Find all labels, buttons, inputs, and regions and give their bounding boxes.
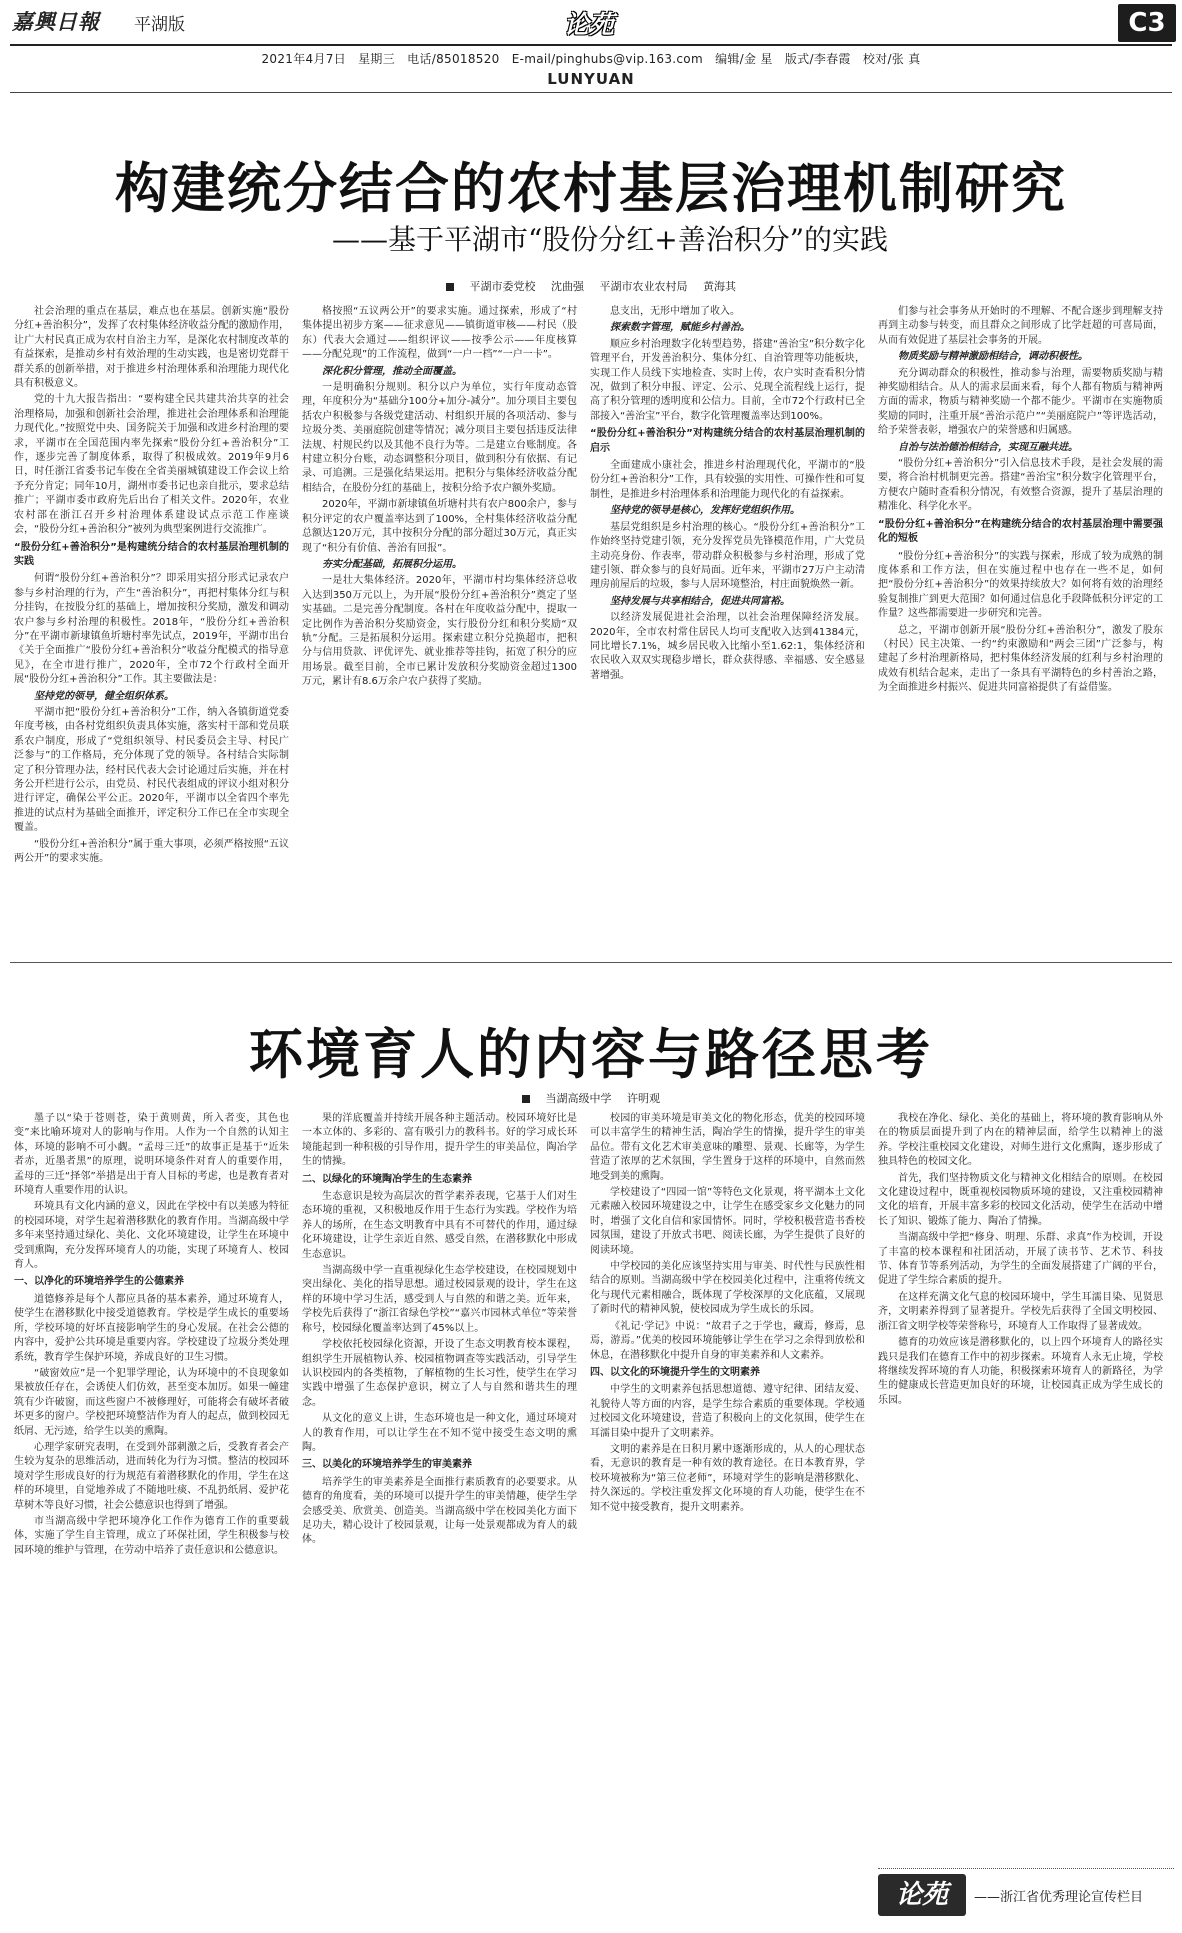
section-subhead: 一、以净化的环境培养学生的公德素养 [14,1276,184,1288]
article2-column-4 [878,1112,1163,1824]
article1-column-1 [14,305,289,955]
paragraph: 社会治理的重点在基层，难点也在基层。创新实施“股份分红+善治积分”，发挥了农村集体经济收益分配的激励作用，让广大村民真正成为农村自治主力军，是深化农村制度改革的有益探索，是推动乡村有效治理的生动实践，也是密切党群干群关系的创新举措，对于推进乡村治理体系和治理能力现代化具有积极意义。 [14,306,289,390]
paragraph: 平湖市把“股份分红+善治积分”工作，纳入各镇街道党委年度考核，由各村党组织负责具体实施，落实村干部和党员联系农户制度，形成了“党组织领导、村民委员会主导、村民广泛参与”的工作格局，充分体现了党的领导。各村结合实际制定了积分管理办法，经村民代表大会讨论通过后实施，并在村务公开栏进行公示，由党员、村民代表组成的评议小组对积分进行评定，确保公平公正。2020年，平湖市以全省四个率先推进的试点村为基础全面推开，评定积分工作已在全市实现全覆盖。 [14,706,289,834]
paragraph: 道德修养是每个人都应具备的基本素养，通过环境育人，使学生在潜移默化中接受道德教育。学校是学生成长的重要场所，学校环境的好坏直接影响学生的身心发展。在社会公德的内容中，爱护公共环境是重要内容。学校建设了垃圾分类处理系统，教育学生保护环境，养成良好的卫生习惯。 [14,1293,289,1363]
paragraph: “股份分红+善治积分”属于重大事项，必须严格按照“五议两公开”的要求实施。 [14,838,289,865]
editor-info: 编辑/金 星 [715,52,773,66]
byline-author-2: 黄海其 [703,280,736,293]
article1-byline [0,278,1182,294]
paragraph: 学校建设了“四园一馆”等特色文化景观，将平湖本土文化元素融入校园环境建设之中，让学生在感受家乡文化魅力的同时，增强了文化自信和家国情怀。同时，学校积极营造书香校园氛围，建设了开放式书吧、阅读长廊，为学生提供了良好的阅读环境。 [590,1187,865,1256]
paragraph: 我校在净化、绿化、美化的基础上，将环境的教育影响从外在的物质层面提升到了内在的精神层面，给学生以精神上的滋养。学校注重校园文化建设，对师生进行文化熏陶，逐步形成了独具特色的校园文化。 [878,1113,1163,1168]
article1-column-4 [878,305,1163,955]
paragraph: 息支出，无形中增加了收入。 [610,306,740,317]
column-footer-mark [878,1868,1174,1922]
paragraph: 《礼记·学记》中说：“故君子之于学也，藏焉，修焉，息焉，游焉。”优美的校园环境能够让学生在学习之余得到放松和休息，在潜移默化中提升自身的审美素养和人文素养。 [590,1320,865,1361]
section-subhead: 物质奖励与精神激励相结合，调动积极性。 [898,351,1088,363]
section-subhead: “股份分红+善治积分”对构建统分结合的农村基层治理机制的启示 [590,428,865,454]
paragraph: 一是明确积分规则。积分以户为单位，实行年度动态管理，年度积分为“基础分100分+加分-减分”。加分项目主要包括农户积极参与各级党建活动、村组织开展的各项活动、参与垃圾分类、美丽庭院创建等情况；减分项目主要包括违反法律法规、村规民约以及其他不良行为等。二是建立台账制度。各村建立积分台账，动态调整积分项目，做到积分有依据、有记录、可追溯。三是强化结果运用。把积分与集体经济收益分配相结合，在股份分红的基础上，按积分给予农户额外奖励。 [302,382,577,494]
masthead [0,0,1182,96]
proofreader-info: 校对/张 真 [862,52,921,66]
paragraph: 当湖高级中学一直重视绿化生态学校建设，在校园规划中突出绿化、美化的指导思想。通过校园景观的设计，学生在这样的环境中学习生活，感受到人与自然的和谐之美。近年来，学校先后获得了“浙江省绿色学校”“嘉兴市园林式单位”等荣誉称号，校园绿化覆盖率达到了45%以上。 [302,1265,577,1334]
byline-square-icon [522,1095,530,1103]
section-subhead: 坚持发展与共享相结合，促进共同富裕。 [610,595,790,607]
paragraph: 墨子以“染于苍则苍，染于黄则黄，所入者变，其色也变”来比喻环境对人的影响与作用。人作为一个自然的认知主体，环境的影响不可小觑。“孟母三迁”的故事正是基于“近朱者赤，近墨者黑”的原理，说明环境条件对育人的重要作用，孟母的三迁“择邻”举措是出于育人目标的考虑，也是教育者对环境育人重要作用的认识。 [14,1113,289,1197]
byline-square-icon [446,283,454,291]
page-number-badge: C3 [1118,4,1176,42]
paragraph: 基层党组织是乡村治理的核心。“股份分红+善治积分”工作始终坚持党建引领，充分发挥党员先锋模范作用，广大党员主动亮身份、作表率，带动群众积极参与乡村治理，形成了党建引领、群众参与的良好局面。近年来，平湖市27万户主动清理房前屋后的垃圾，参与人居环境整治，村庄面貌焕然一新。 [590,521,865,591]
phone-info: 电话/85018520 [407,52,500,66]
paragraph: 从文化的意义上讲，生态环境也是一种文化，通过环境对人的教育作用，可以让学生在不知不觉中接受生态文明的熏陶。 [302,1413,577,1453]
paragraph: “破窗效应”是一个犯罪学理论，认为环境中的不良现象如果被放任存在，会诱使人们仿效，甚至变本加厉。如果一幢建筑有少许破窗，而这些窗户不被修理好，可能将会有破坏者破坏更多的窗户。学校把环境整洁作为育人的起点，做到校园无纸屑、无污迹，给学生以美的熏陶。 [14,1367,289,1437]
paragraph: 在这样充满文化气息的校园环境中，学生耳濡目染、见贤思齐，文明素养得到了显著提升。学校先后获得了全国文明校园、浙江省文明学校等荣誉称号，环境育人工作取得了显著成效。 [878,1291,1163,1332]
article-divider [10,962,1172,963]
article2-title: 环境育人的内容与路径思考 [249,1023,933,1086]
section-subhead: 自治与法治德治相结合，实现互融共进。 [898,441,1078,453]
section-subhead: 探索数字管理，赋能乡村善治。 [610,322,750,334]
footer-caption: ——浙江省优秀理论宣传栏目 [974,1890,1144,1905]
paragraph: 们参与社会事务从开始时的不理解、不配合逐步到理解支持再到主动参与转变，而且群众之间形成了比学赶超的可喜局面，从而有效促进了基层社会事务的开展。 [878,306,1163,346]
article2-column-3 [590,1112,865,1927]
section-subhead: 坚持党的领导，健全组织体系。 [34,690,174,702]
masthead-rule-bottom [10,92,1172,93]
paragraph: “股份分红+善治积分”的实践与探索，形成了较为成熟的制度体系和工作方法，但在实施过程中也存在一些不足，如何把“股份分红+善治积分”的效果持续放大？如何将有效的治理经验复制推广到更大范围？如何通过信息化手段降低积分评定的工作量？这些都需要进一步研究和完善。 [878,550,1163,620]
article2-byline [0,1090,1182,1106]
byline-author-1: 沈曲强 [551,280,584,293]
section-subhead: 夯实分配基础，拓展积分运用。 [322,558,462,570]
byline-author: 许明观 [627,1092,660,1105]
paragraph: “股份分红+善治积分”引入信息技术手段，是社会发展的需要，将合治村机制更完善。搭建“善治宝”积分数字化管理平台，方便农户随时查看积分情况，有效整合资源，提升了基层治理的精准化、科学化水平。 [878,458,1163,513]
paragraph: 培养学生的审美素养是全面推行素质教育的必要要求。从德育的角度看，美的环境可以提升学生的审美情趣，使学生学会感受美、欣赏美、创造美。当湖高级中学在校园美化方面下足功夫，精心设计了校园景观，让每一处景观都成为育人的载体。 [302,1476,577,1546]
paragraph: 顺应乡村治理数字化转型趋势，搭建“善治宝”积分数字化管理平台，开发善治积分、集体分红、自治管理等功能板块，实现工作人员线下实地检查、实时上传，农户实时查看积分情况，做到了积分申报、评定、公示、兑现全流程线上运行，提高了积分管理的透明度和公信力。目前，全市72个行政村已全部接入“善治宝”平台，数字化管理覆盖率达到100%。 [590,338,865,422]
article1-column-3 [590,305,865,955]
paragraph: 学校依托校园绿化资源，开设了生态文明教育校本课程，组织学生开展植物认养、校园植物调查等实践活动，引导学生认识校园内的各类植物，了解植物的生长习性，使学生在学习实践中增强了生态保护意识，树立了人与自然和谐共生的理念。 [302,1339,577,1408]
section-subhead: 三、以美化的环境培养学生的审美素养 [302,1459,472,1471]
section-subhead: 二、以绿化的环境陶冶学生的生态素养 [302,1173,472,1185]
masthead-info-line [0,50,1182,67]
article2-column-1 [14,1112,289,1927]
byline-org-2: 平湖市农业农村局 [599,280,688,293]
paragraph: 总之，平湖市创新开展“股份分红+善治积分”，激发了股东（村民）民主决策、一约“约束激励和“两会三团”广泛参与，构建起了乡村治理新格局，把村集体经济发展的红利与乡村治理的成效有机结合起来，走出了一条具有平湖特色的乡村善治之路，为全面推进乡村振兴、促进共同富裕提供了有益借鉴。 [878,624,1163,694]
paragraph: 以经济发展促进社会治理，以社会治理保障经济发展。2020年，全市农村常住居民人均可支配收入达到41384元，同比增长7.1%，城乡居民收入比缩小至1.62:1，集体经济和农民收入双双实现稳步增长，群众获得感、幸福感、安全感显著增强。 [590,612,865,681]
section-subhead: “股份分红+善治积分”在构建统分结合的农村基层治理中需要强化的短板 [878,518,1163,545]
paragraph: 校园的审美环境是审美文化的物化形态，优美的校园环境可以丰富学生的精神生活，陶冶学生的情操，提升学生的审美品位。带有文化艺术审美意味的雕塑、景观、长廊等，为学生营造了浓厚的艺术氛围，学生置身于这样的环境中，自然而然地受到美的熏陶。 [590,1113,865,1182]
paragraph: 德育的功效应该是潜移默化的，以上四个环境育人的路径实践只是我们在德育工作中的初步探索。环境育人永无止境，学校将继续发挥环境的育人功能，积极探索环境育人的新路径，为学生的健康成长营造更加良好的环境，让校园真正成为学生成长的乐园。 [878,1337,1163,1406]
layout-info: 版式/李春霞 [784,52,851,66]
section-pinyin: LUNYUAN [547,70,635,88]
paragraph: 何谓“股份分红+善治积分”？即采用实招分形式记录农户参与乡村治理的行为，产生“善治积分”，再把村集体分红与积分挂钩，在按股分红的基础上，增加按积分奖励，激发和调动农户参与乡村治理的积极性。2018年，“股份分红+善治积分”在平湖市新埭镇鱼圻塘村率先试点，2019年，平湖市出台《关于全面推广“股份分红+善治积分”收益分配模式的指导意见》，在全市进行推广，2020年，全市72个行政村全面开展“股份分红+善治积分”工作。其主要做法是： [14,573,289,686]
byline-org-1: 平湖市委党校 [469,280,536,293]
section-subhead: 四、以文化的环境提升学生的文明素养 [590,1366,760,1378]
edition-label: 平湖版 [134,15,185,35]
section-seal-text: 论苑 [563,10,614,39]
paragraph: 当湖高级中学把“修身、明理、乐群、求真”作为校训，开设了丰富的校本课程和社团活动，开展了读书节、艺术节、科技节、体育节等系列活动，为学生的全面发展搭建了广阔的平台，促进了学生综合素质的提升。 [878,1232,1163,1287]
paragraph: 中学校园的美化应该坚持实用与审美、时代性与民族性相结合的原则。当湖高级中学在校园美化过程中，注重将传统文化与现代元素相融合，既体现了学校深厚的文化底蕴，又展现了新时代的精神风貌，使校园成为学生成长的乐园。 [590,1261,865,1316]
paragraph: 格按照“五议两公开”的要求实施。通过探索，形成了“村集体提出初步方案——征求意见——镇街道审核——村民（股东）代表大会通过——组织评议——按季公示——年度核算——分配兑现”的工作流程，做到“一户一档”“一户一卡”。 [302,306,577,361]
issue-weekday: 星期三 [358,52,396,66]
article1-column-2 [302,305,577,955]
email-info: E-mail/pinghubs@vip.163.com [511,52,703,66]
section-subhead: 深化积分管理，推动全面覆盖。 [322,365,462,377]
paragraph: 心理学家研究表明，在受到外部刺激之后，受教育者会产生较为复杂的思维活动，进而转化为行为习惯。整洁的校园环境对学生形成良好的行为规范有着潜移默化的作用，学生在这样的环境里，自觉地养成了不随地吐痰、不乱扔纸屑、爱护花草树木等良好习惯，社会公德意识也得到了增强。 [14,1441,289,1511]
section-subhead: 坚持党的领导是核心，发挥好党组织作用。 [610,505,800,517]
paragraph: 果的洋底覆盖并持续开展各种主题活动。校园环境好比是一本立体的、多彩的、富有吸引力的教科书。好的学习成长环境能起到一种积极的引导作用，提升学生的审美品位，陶冶学生的情操。 [302,1113,577,1168]
article2-column-2 [302,1112,577,1927]
byline-school: 当湖高级中学 [545,1092,612,1105]
newspaper-logo: 嘉興日報 [12,9,100,34]
paragraph: 党的十九大报告指出：“要构建全民共建共治共享的社会治理格局，加强和创新社会治理，推进社会治理体系和治理能力现代化。”按照党中央、国务院关于加强和改进乡村治理的要求，平湖市在全国范围内率先探索“股份分红+善治积分”工作，逐步完善了制度体系，取得了积极成效。2019年9月6日，时任浙江省委书记车俊在全省美丽城镇建设工作会议上给予充分肯定；同年10月，湖州市委书记也亲自批示，要求总结推广；平湖市委市政府先后出台了相关文件。2020年，农业农村部在浙江召开乡村治理体系建设试点示范工作座谈会，“股份分红+善治积分”被列为典型案例进行交流推广。 [14,394,289,536]
paragraph: 2020年，平湖市新埭镇鱼圻塘村共有农户800余户，参与积分评定的农户覆盖率达到了100%，全村集体经济收益分配总额达120万元，其中按积分分配的部分超过30万元，真正实现了“积分有价值、善治有回报”。 [302,499,577,554]
paragraph: 充分调动群众的积极性，推动参与治理，需要物质奖励与精神奖励相结合。从人的需求层面来看，每个人都有物质与精神两方面的需求，物质与精神奖励一个都不能少。平湖市在实施物质奖励的同时，注重开展“善治示范户”“美丽庭院户”等评选活动，给予荣誉表彰，增强农户的荣誉感和归属感。 [878,367,1163,437]
paragraph: 中学生的文明素养包括思想道德、遵守纪律、团结友爱、礼貌待人等方面的内容，是学生综合素质的重要体现。学校通过校园文化环境建设，营造了积极向上的文化氛围，使学生在耳濡目染中提升了文明素养。 [590,1384,865,1439]
paragraph: 全面建成小康社会，推进乡村治理现代化，平湖市的“股份分红+善治积分”工作，具有较强的实用性、可操作性和可复制性，是推进乡村治理体系和治理能力现代化的有益探索。 [590,460,865,500]
footer-dotted-rule [878,1868,1174,1870]
paragraph: 环境具有文化内涵的意义，因此在学校中有以美感为特征的校园环境，对学生起着潜移默化的教育作用。当湖高级中学多年来坚持通过绿化、美化、文化环境建设，让学生在环境中受到熏陶，充分发挥环境育人的功能，实现了环境育人、校园育人。 [14,1201,289,1271]
masthead-rule [10,44,1172,46]
issue-date: 2021年4月7日 [261,52,346,66]
paragraph: 一是壮大集体经济。2020年，平湖市村均集体经济总收入达到350万元以上，为开展“股份分红+善治积分”奠定了坚实基础。二是完善分配制度。各村在年度收益分配中，提取一定比例作为善治积分奖励资金，实行股份分红和积分奖励“双轨”分配。三是拓展积分运用。探索建立积分兑换超市，把积分与信用贷款、评优评先、就业推荐等挂钩，拓宽了积分的应用场景。截至目前，全市已累计发放积分奖励资金超过1300万元，累计有8.6万余户农户获得了奖励。 [302,575,577,688]
article1-subtitle: ——基于平湖市“股份分红+善治积分”的实践 [331,223,889,256]
section-seal [537,2,641,42]
article1-title: 构建统分结合的农村基层治理机制研究 [115,157,1067,220]
footer-logo: 论苑 [878,1874,966,1916]
paragraph: 首先，我们坚持物质文化与精神文化相结合的原则。在校园文化建设过程中，既重视校园物质环境的建设，又注重校园精神文化的培育，开展丰富多彩的校园文化活动，使学生在活动中增长了知识、锻炼了能力、陶冶了情操。 [878,1172,1163,1227]
paragraph: 生态意识是较为高层次的哲学素养表现，它基于人们对生态环境的重视，又积极地反作用于生态行为实践。学校作为培养人的场所，在生态文明教育中具有不可替代的作用，通过绿化环境建设，让学生亲近自然、感受自然，在潜移默化中形成生态意识。 [302,1191,577,1260]
paragraph: 文明的素养是在日积月累中逐渐形成的，从人的心理状态看，无意识的教育是一种有效的教育途径。在日本教育界，学校环境被称为“第三位老师”，环境对学生的影响是潜移默化、持久深远的。学校注重发挥文化环境的育人功能，使学生在不知不觉中接受教育，提升文明素养。 [590,1443,865,1513]
section-subhead: “股份分红+善治积分”是构建统分结合的农村基层治理机制的实践 [14,541,289,567]
paragraph: 市当湖高级中学把环境净化工作作为德育工作的重要载体，实施了学生自主管理，成立了环保社团，学生积极参与校园环境的维护与管理，在劳动中培养了责任意识和公德意识。 [14,1515,289,1556]
